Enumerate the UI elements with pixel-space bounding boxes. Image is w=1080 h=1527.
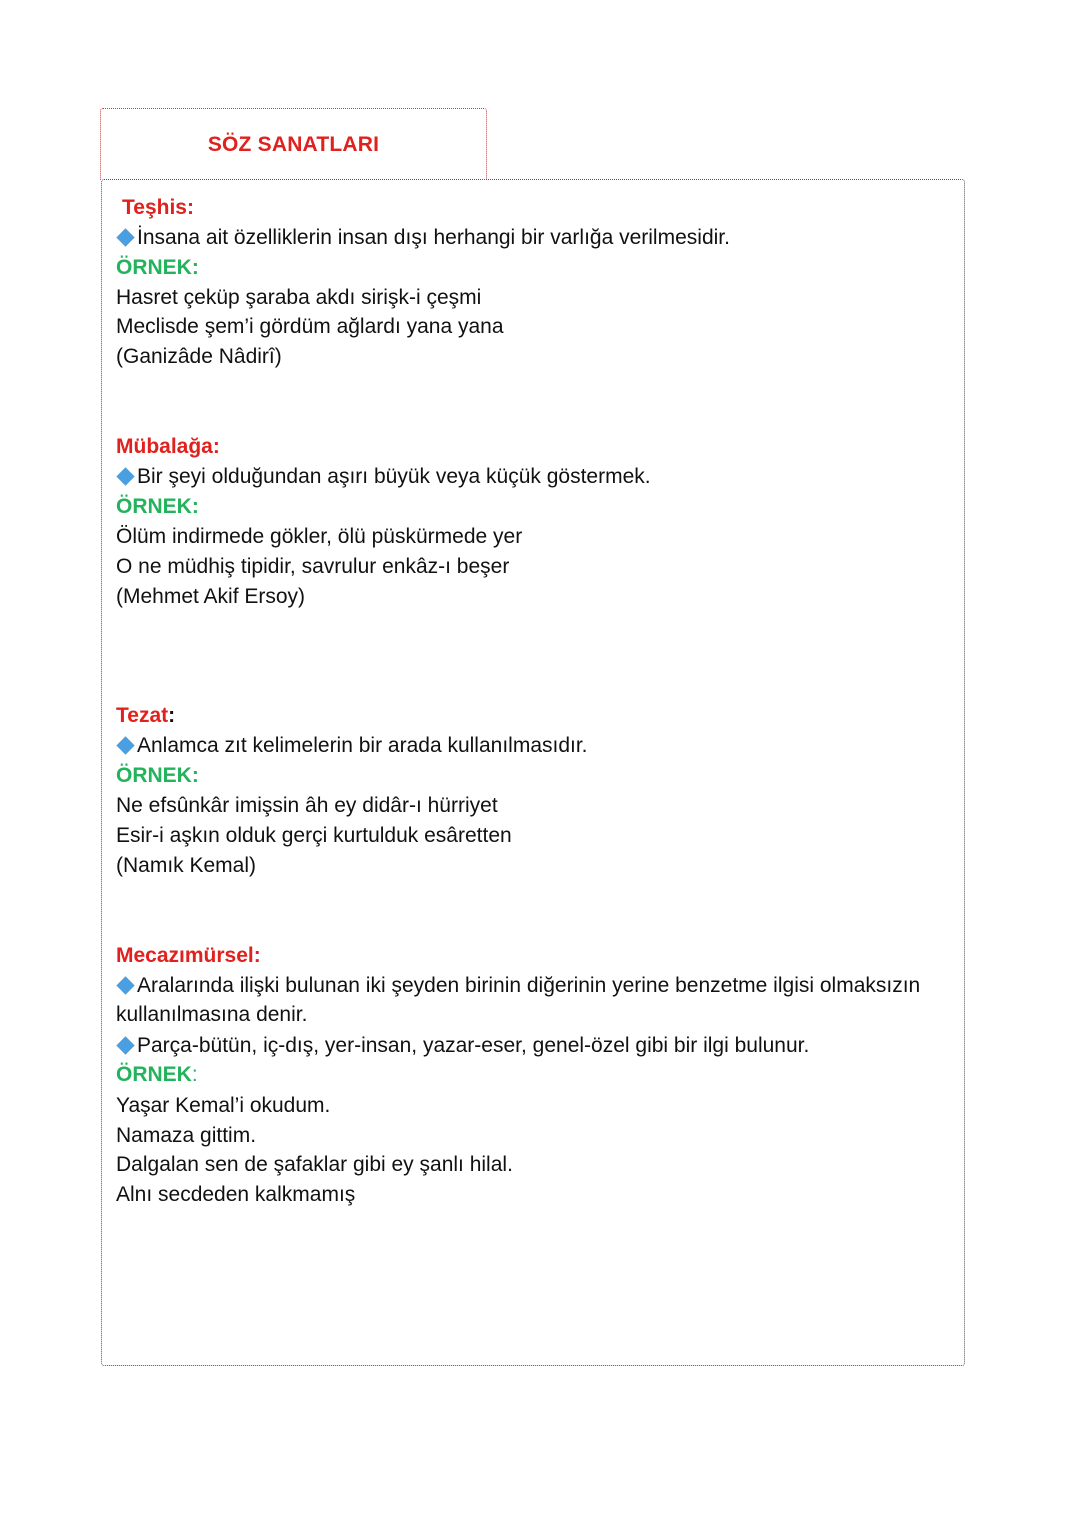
bullet-text: Aralarında ilişki bulunan iki şeyden birinin diğerinin yerine benzetme ilgisi olmaksızın — [137, 974, 921, 997]
example-line: Alnı secdeden kalkmamış — [116, 1183, 356, 1206]
bullet-text: Parça-bütün, iç-dış, yer-insan, yazar-eser, genel-özel gibi bir ilgi bulunur. — [137, 1034, 810, 1057]
blue-diamond-icon — [116, 468, 134, 486]
example-line: Hasret çeküp şaraba akdı sirişk-i çeşmi — [116, 286, 482, 309]
example-line: Namaza gittim. — [116, 1124, 257, 1147]
example-label-text: ÖRNEK — [116, 1063, 192, 1086]
example-source: (Mehmet Akif Ersoy) — [116, 585, 306, 608]
bullet-line — [116, 971, 920, 1001]
bullet-line — [116, 731, 588, 761]
blue-diamond-icon — [116, 1037, 134, 1055]
example-source: (Ganizâde Nâdirî) — [116, 345, 282, 368]
example-label: ÖRNEK: — [116, 495, 199, 518]
section-heading-mecazimursel: Mecazımürsel: — [116, 944, 261, 967]
bullet-text: Bir şeyi olduğundan aşırı büyük veya küçük göstermek. — [137, 465, 651, 488]
bullet-text: Anlamca zıt kelimelerin bir arada kullanılmasıdır. — [137, 734, 588, 757]
bullet-continuation: kullanılmasına denir. — [116, 1003, 308, 1026]
bullet-line — [116, 223, 730, 253]
example-label: ÖRNEK: — [116, 256, 199, 279]
section-heading-tezat — [116, 701, 175, 731]
title-tab — [100, 108, 487, 180]
example-line: Yaşar Kemal’i okudum. — [116, 1094, 331, 1117]
content-box — [101, 179, 965, 1366]
bullet-line — [116, 1031, 809, 1061]
heading-text: Tezat — [116, 704, 169, 727]
example-line: Esir-i aşkın olduk gerçi kurtulduk esâretten — [116, 824, 512, 847]
blue-diamond-icon — [116, 737, 134, 755]
example-line: Ne efsûnkâr imişsin âh ey didâr-ı hürriyet — [116, 794, 498, 817]
section-heading-teshis: Teşhis: — [122, 196, 194, 219]
heading-colon: : — [168, 704, 176, 727]
blue-diamond-icon — [116, 229, 134, 247]
section-heading-mubalaga: Mübalağa: — [116, 435, 220, 458]
bullet-line — [116, 462, 651, 492]
example-line: O ne müdhiş tipidir, savrulur enkâz-ı beşer — [116, 555, 510, 578]
example-label — [116, 1060, 198, 1090]
example-source: (Namık Kemal) — [116, 854, 257, 877]
example-line: Ölüm indirmede gökler, ölü püskürmede yer — [116, 525, 523, 548]
blue-diamond-icon — [116, 977, 134, 995]
example-label: ÖRNEK: — [116, 764, 199, 787]
example-line: Meclisde şem’i gördüm ağlardı yana yana — [116, 315, 504, 338]
example-line: Dalgalan sen de şafaklar gibi ey şanlı hilal. — [116, 1153, 513, 1176]
bullet-text: İnsana ait özelliklerin insan dışı herhangi bir varlığa verilmesidir. — [137, 226, 730, 249]
example-colon: : — [191, 1063, 198, 1086]
page-title: SÖZ SANATLARI — [207, 133, 380, 156]
